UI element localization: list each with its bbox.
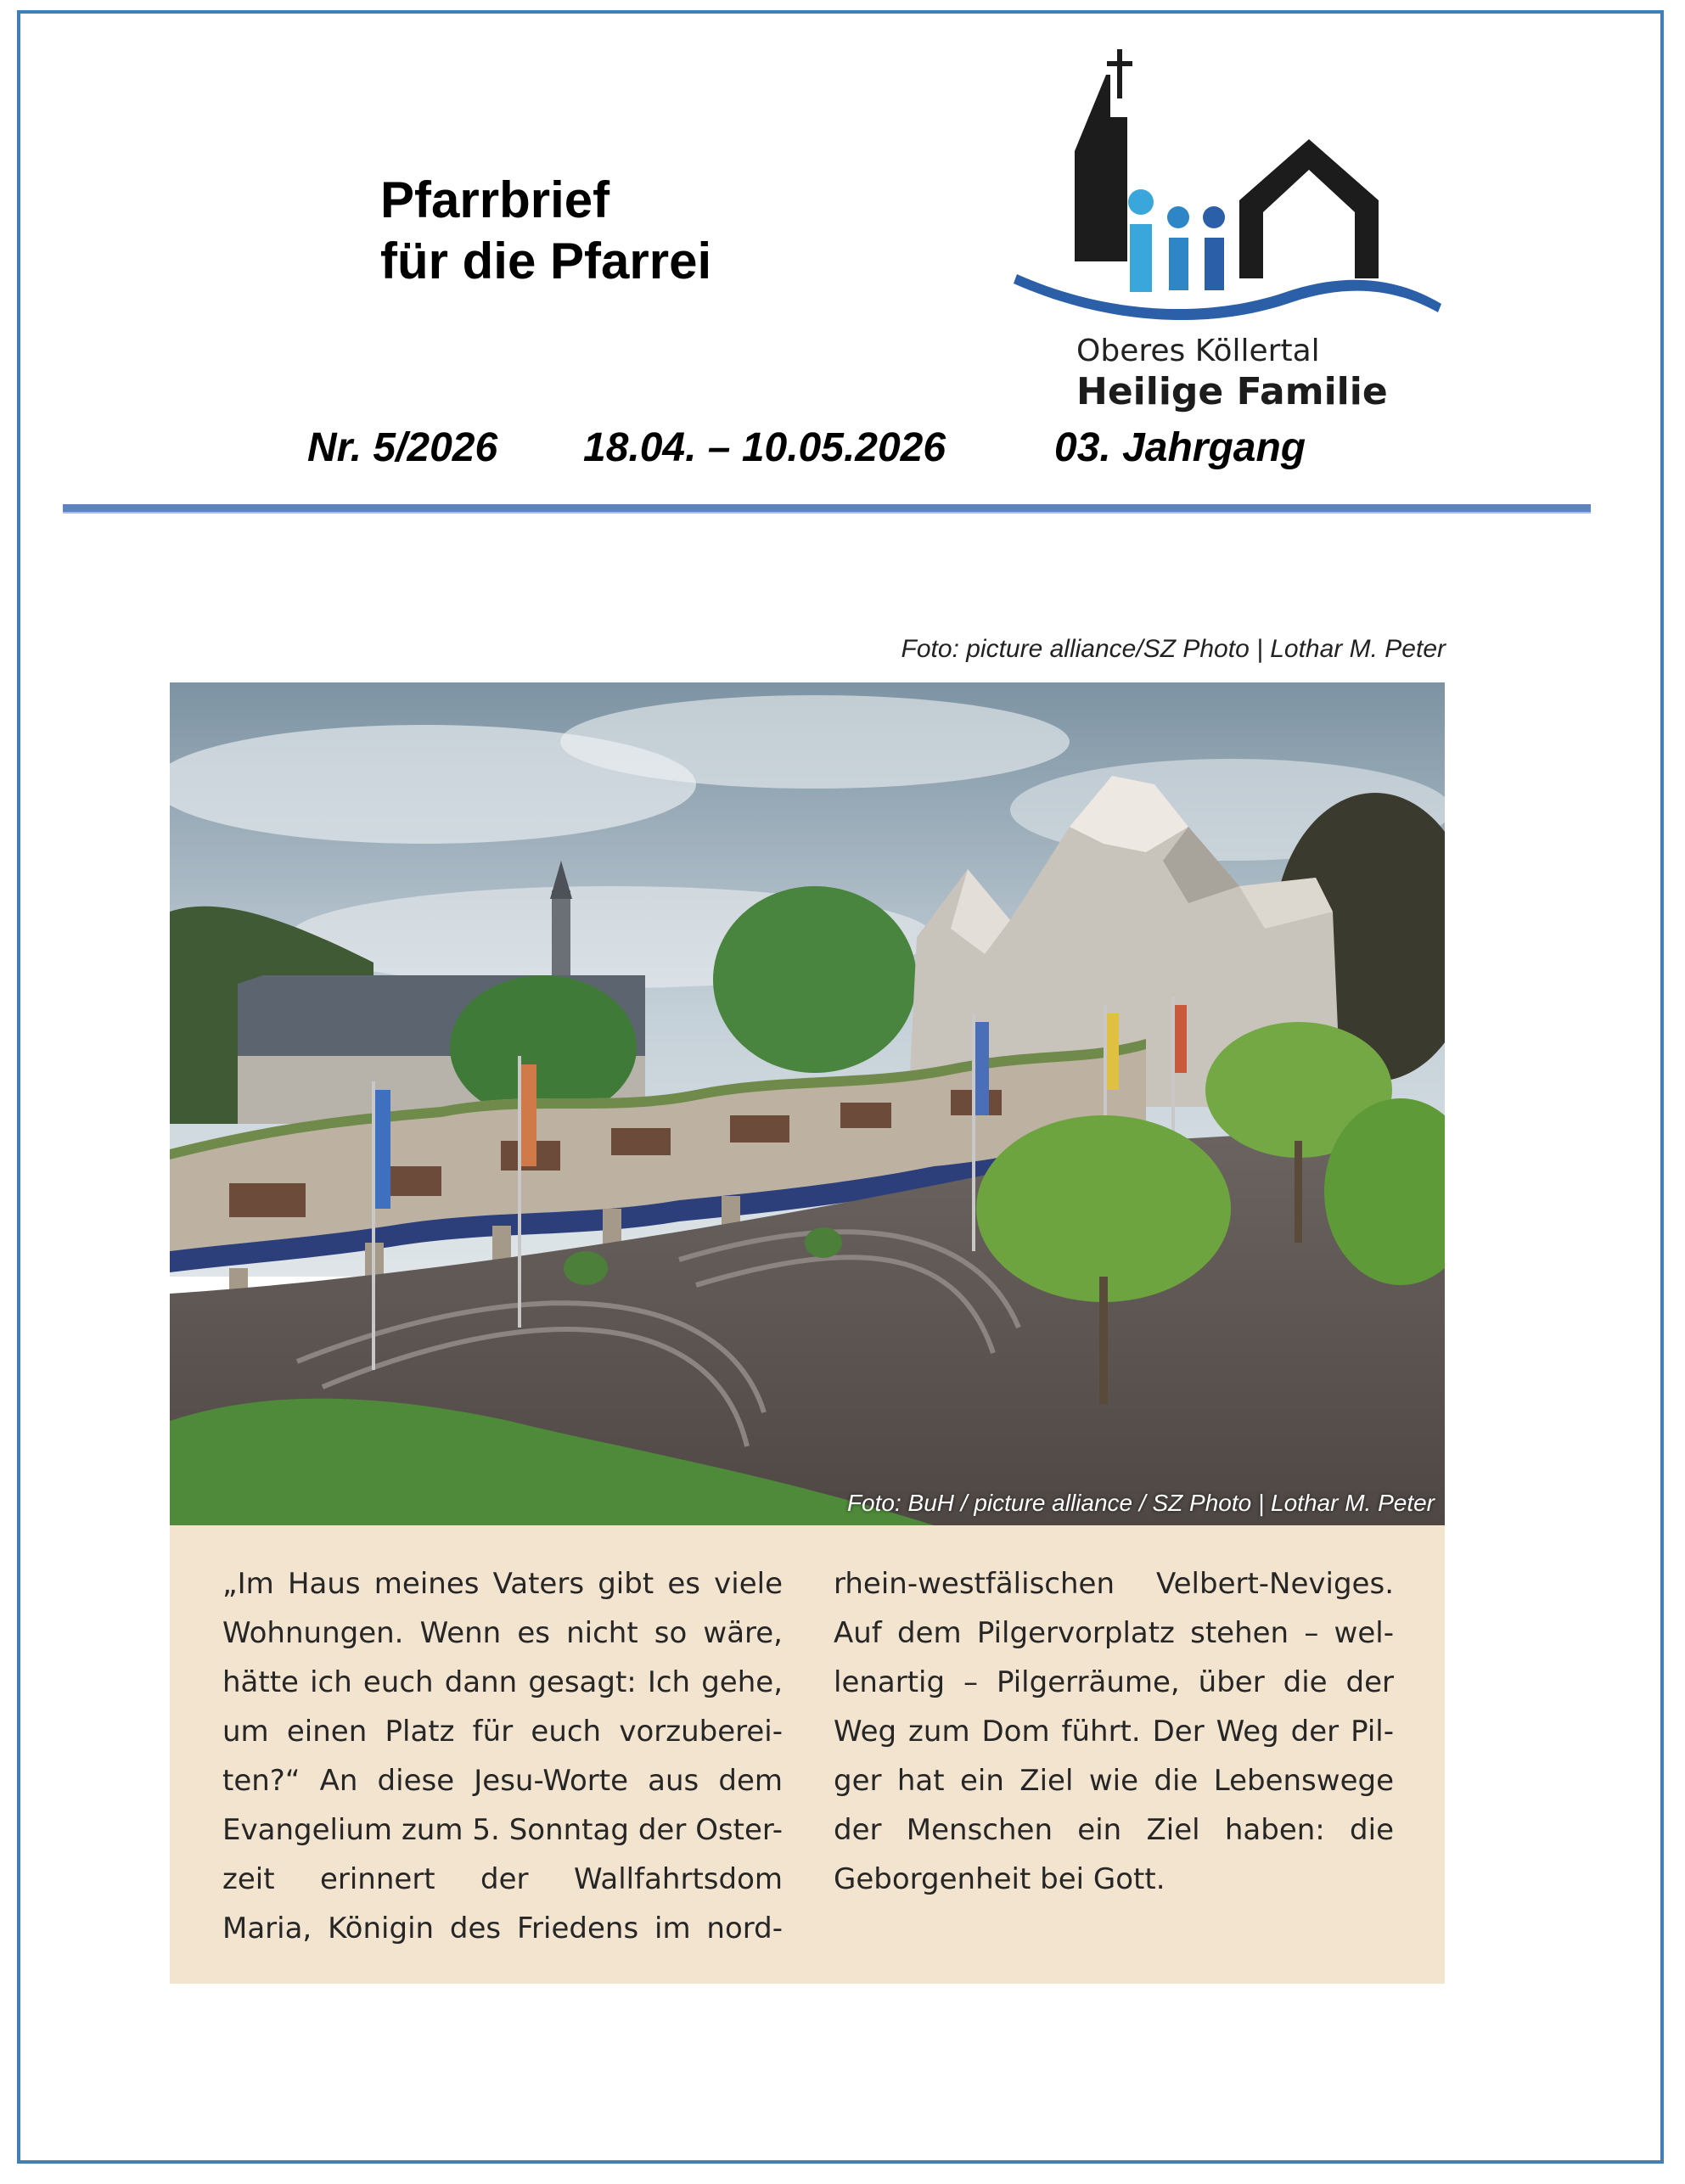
article-line: um einen Platz für euch vorzuberei- (222, 1715, 783, 1749)
article-column-2 (834, 1559, 1394, 1984)
article-line: Evangelium zum 5. Sonntag der Oster- (222, 1813, 783, 1847)
logo-text-line-1: Oberes Köllertal (1076, 334, 1320, 368)
cover-photo-illustration (170, 682, 1445, 1525)
article-line: hätte ich euch dann gesagt: Ich gehe, (222, 1665, 783, 1699)
cover-photo (170, 682, 1445, 1525)
article-column-1 (222, 1559, 783, 1984)
page-title (380, 170, 711, 292)
logo-text-line-2: Heilige Familie (1076, 370, 1388, 413)
article-line: „Im Haus meines Vaters gibt es viele (222, 1567, 783, 1601)
article-line: rhein-westfälischen Velbert-Neviges. (834, 1567, 1394, 1601)
article-line: Auf dem Pilgervorplatz stehen – wel- (834, 1616, 1394, 1650)
title-line-1: Pfarrbrief (380, 171, 610, 228)
issue-volume: 03. Jahrgang (1054, 425, 1306, 470)
article-line: Maria, Königin des Friedens im nord- (222, 1912, 783, 1945)
article-line: der Menschen ein Ziel haben: die (834, 1813, 1394, 1847)
article-line: Wohnungen. Wenn es nicht so wäre, (222, 1616, 783, 1650)
header-divider (63, 504, 1591, 514)
article-box (170, 1525, 1445, 1984)
photo-credit-overlay: Foto: BuH / picture alliance / SZ Photo | Lothar M. Peter (846, 1490, 1435, 1516)
issue-line (307, 424, 1462, 484)
issue-dates: 18.04. – 10.05.2026 (583, 425, 946, 470)
issue-number: Nr. 5/2026 (307, 425, 498, 470)
article-line: Geborgenheit bei Gott. (834, 1862, 1165, 1896)
title-line-2: für die Pfarrei (380, 233, 712, 289)
article-line: zeit erinnert der Wallfahrtsdom (222, 1862, 783, 1896)
parish-logo (983, 49, 1458, 423)
photo-credit-top: Foto: picture alliance/SZ Photo | Lothar M. Peter (901, 635, 1446, 663)
article-line: ger hat ein Ziel wie die Lebenswege (834, 1764, 1394, 1798)
article-line: Weg zum Dom führt. Der Weg der Pil- (834, 1715, 1394, 1749)
article-line: ten?“ An diese Jesu-Worte aus dem (222, 1764, 783, 1798)
article-line: lenartig – Pilgerräume, über die der (834, 1665, 1394, 1699)
